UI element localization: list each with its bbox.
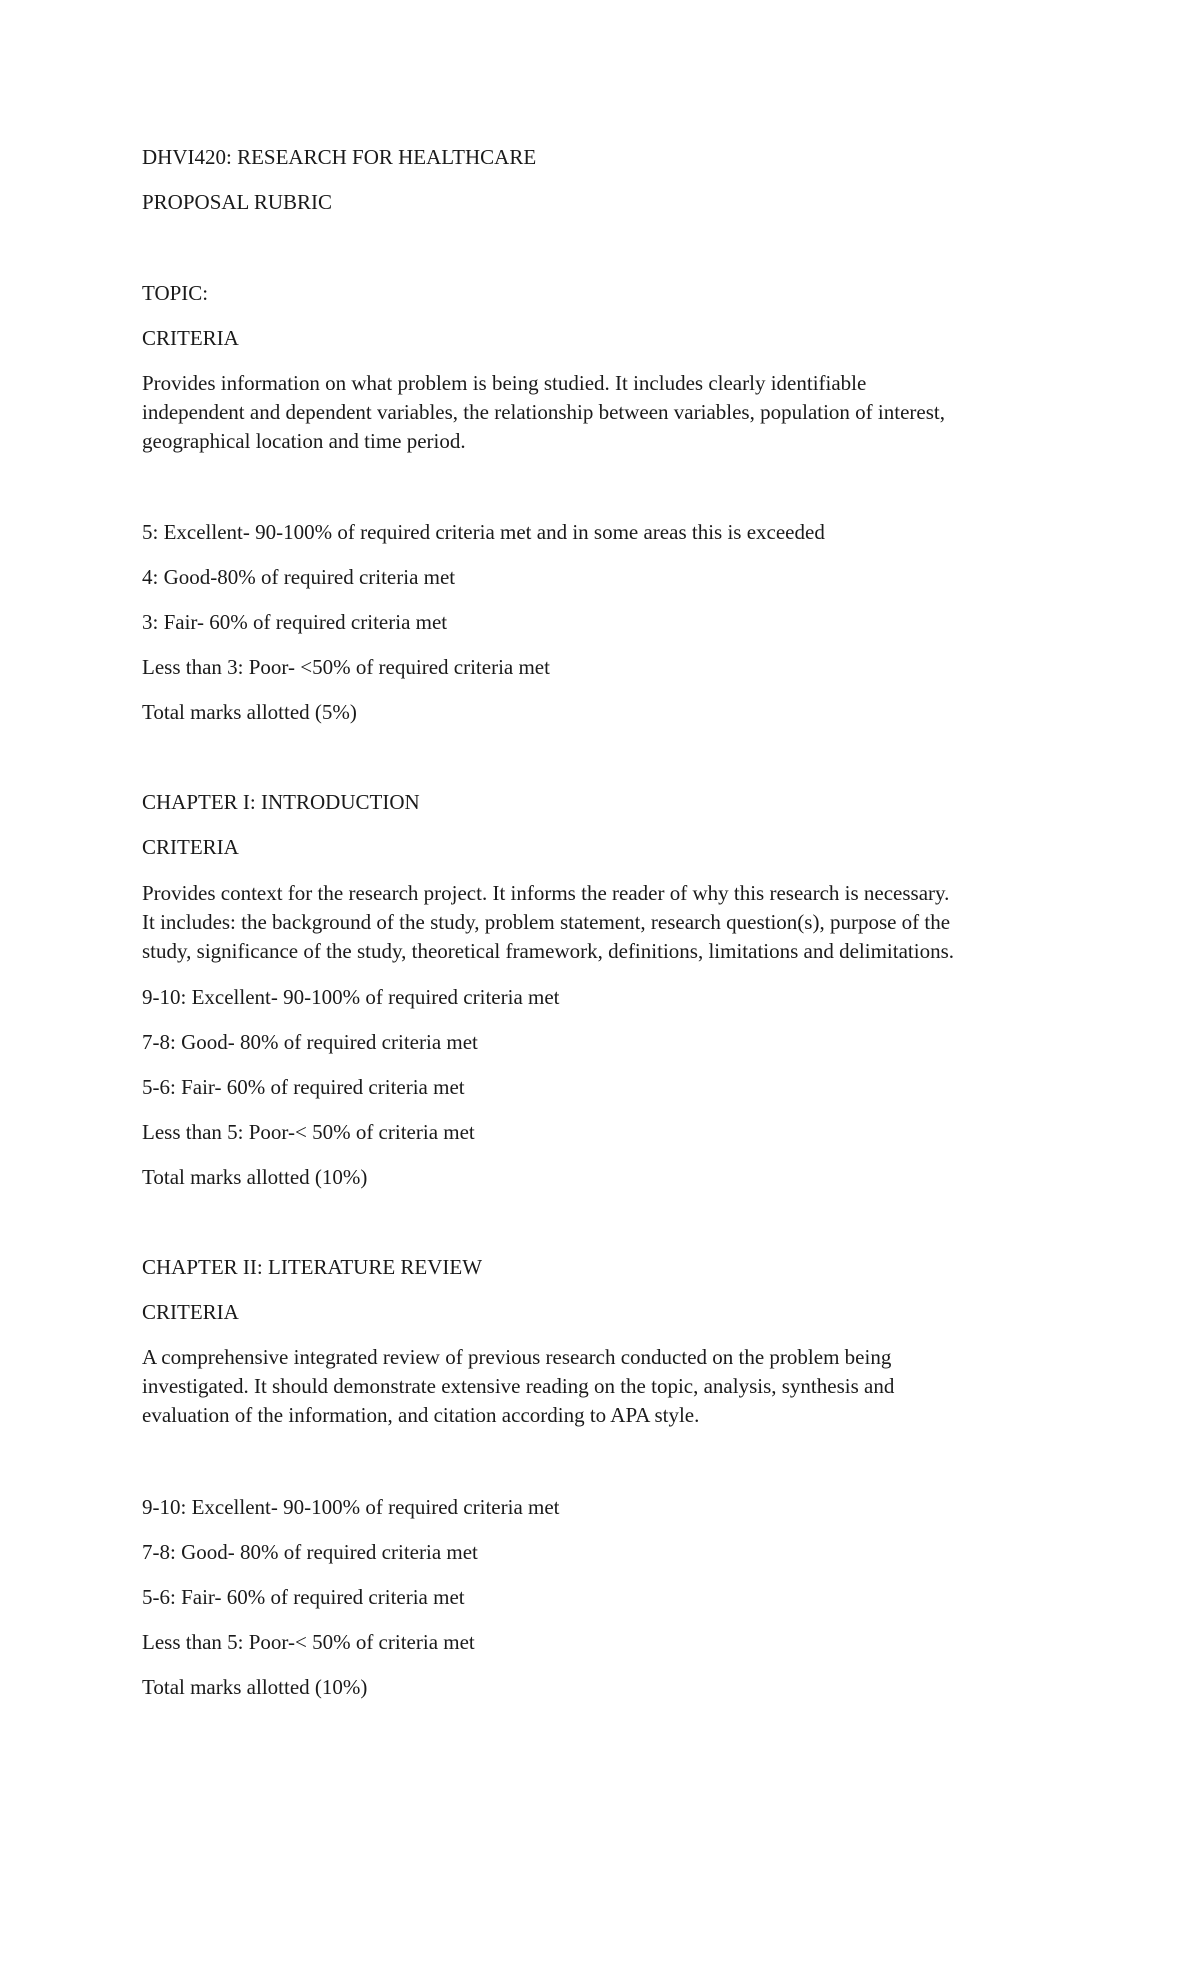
chapter2-score-excellent: 9-10: Excellent- 90-100% of required criteria met xyxy=(142,1495,560,1519)
chapter2-score-fair: 5-6: Fair- 60% of required criteria met xyxy=(142,1585,465,1609)
chapter2-score-good: 7-8: Good- 80% of required criteria met xyxy=(142,1540,478,1564)
topic-description-line: Provides information on what problem is being studied. It includes clearly identifiable xyxy=(142,371,867,395)
chapter1-criteria-label: CRITERIA xyxy=(142,835,239,859)
chapter2-total-marks: Total marks allotted (10%) xyxy=(142,1675,368,1699)
chapter2-heading: CHAPTER II: LITERATURE REVIEW xyxy=(142,1255,483,1279)
topic-criteria-description xyxy=(142,369,1082,456)
document-title: PROPOSAL RUBRIC xyxy=(142,190,333,214)
topic-description-line: geographical location and time period. xyxy=(142,429,466,453)
topic-score-good: 4: Good-80% of required criteria met xyxy=(142,565,456,589)
topic-heading: TOPIC: xyxy=(142,281,209,305)
topic-score-excellent: 5: Excellent- 90-100% of required criteria met and in some areas this is exceeded xyxy=(142,520,825,544)
chapter1-score-good: 7-8: Good- 80% of required criteria met xyxy=(142,1030,478,1054)
chapter1-total-marks: Total marks allotted (10%) xyxy=(142,1165,368,1189)
chapter1-score-excellent: 9-10: Excellent- 90-100% of required criteria met xyxy=(142,985,560,1009)
chapter2-description-line: investigated. It should demonstrate extensive reading on the topic, analysis, synthesis and xyxy=(142,1374,895,1398)
topic-score-fair: 3: Fair- 60% of required criteria met xyxy=(142,610,448,634)
document-page xyxy=(142,0,1082,1976)
course-title: DHVI420: RESEARCH FOR HEALTHCARE xyxy=(142,145,537,169)
chapter1-description-line: Provides context for the research project. It informs the reader of why this research is necessary. xyxy=(142,881,950,905)
chapter1-heading: CHAPTER I: INTRODUCTION xyxy=(142,790,420,814)
chapter2-score-poor: Less than 5: Poor-< 50% of criteria met xyxy=(142,1630,475,1654)
chapter1-score-poor: Less than 5: Poor-< 50% of criteria met xyxy=(142,1120,475,1144)
topic-criteria-label: CRITERIA xyxy=(142,326,239,350)
chapter2-description-line: A comprehensive integrated review of previous research conducted on the problem being xyxy=(142,1345,892,1369)
chapter2-criteria-label: CRITERIA xyxy=(142,1300,239,1324)
chapter2-criteria-description xyxy=(142,1343,1082,1430)
topic-score-poor: Less than 3: Poor- <50% of required criteria met xyxy=(142,655,550,679)
chapter1-score-fair: 5-6: Fair- 60% of required criteria met xyxy=(142,1075,465,1099)
chapter1-description-line: study, significance of the study, theoretical framework, definitions, limitations and delimitations. xyxy=(142,939,955,963)
chapter1-criteria-description xyxy=(142,879,1082,966)
chapter1-description-line: It includes: the background of the study, problem statement, research question(s), purpose of the xyxy=(142,910,951,934)
chapter2-description-line: evaluation of the information, and citation according to APA style. xyxy=(142,1403,700,1427)
topic-description-line: independent and dependent variables, the relationship between variables, population of interest, xyxy=(142,400,945,424)
topic-total-marks: Total marks allotted (5%) xyxy=(142,700,357,724)
